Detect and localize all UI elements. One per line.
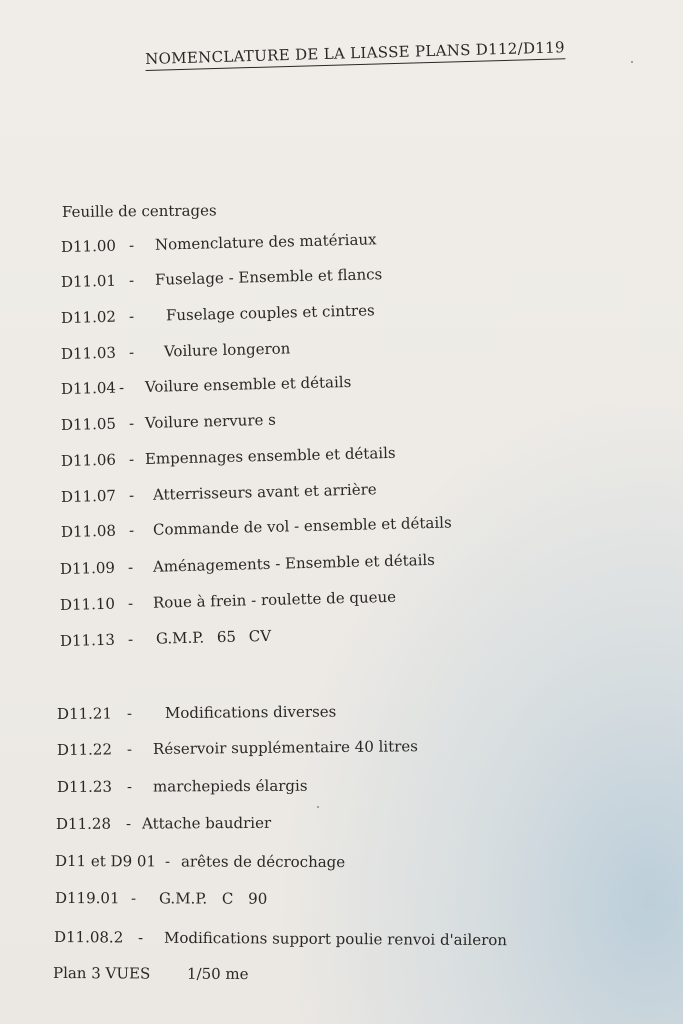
item-description: marchepieds élargis (152, 776, 308, 796)
item-separator: - (128, 450, 135, 469)
list-item (60, 551, 435, 578)
item-code: D11.10 (59, 594, 116, 614)
item-code: D11.08 (60, 521, 117, 541)
heading-text: Feuille de centrages (61, 201, 217, 221)
item-description: Fuselage - Ensemble et flancs (154, 265, 383, 289)
plan-scale-label: 1/50 me (186, 964, 249, 984)
list-item (54, 928, 507, 949)
item-separator: - (126, 740, 133, 759)
item-code: D11.28 (55, 814, 112, 833)
item-code: D11.03 (60, 343, 117, 363)
item-description: Voilure nervure s (144, 410, 277, 432)
item-description: arêtes de décrochage (180, 852, 346, 872)
item-code: D11.21 (56, 704, 113, 723)
item-code: D11.06 (60, 450, 117, 470)
section-heading (62, 201, 217, 221)
item-separator: - (128, 414, 135, 433)
item-code: D11.13 (59, 630, 116, 650)
list-item (60, 588, 397, 614)
item-description: Voilure longeron (163, 339, 291, 361)
list-item (61, 265, 383, 291)
item-description: Réservoir supplémentaire 40 litres (152, 737, 419, 758)
item-description: Voilure ensemble et détails (144, 372, 352, 396)
item-code: D11.05 (60, 414, 117, 434)
plan-footer (53, 964, 249, 983)
item-separator: - (137, 928, 144, 947)
item-code: D119.01 (54, 889, 120, 908)
item-description: Aménagements - Ensemble et détails (152, 550, 436, 576)
list-item (61, 411, 276, 434)
list-item (57, 703, 336, 723)
item-code: D11.00 (60, 236, 117, 256)
item-description: Nomenclature des matériaux (154, 230, 377, 254)
item-description: Attache baudrier (141, 813, 272, 833)
item-separator: - (126, 704, 133, 723)
item-separator: - (126, 777, 133, 796)
plan-views-label: Plan 3 VUES (52, 964, 151, 983)
item-code: D11.02 (60, 307, 117, 327)
item-separator: - (127, 558, 134, 577)
paper-speck (317, 806, 319, 808)
item-separator: - (128, 521, 135, 540)
item-separator: - (130, 889, 137, 908)
item-separator: - (128, 343, 135, 362)
item-separator: - (128, 307, 135, 326)
list-item (61, 480, 377, 506)
list-item (61, 301, 375, 327)
item-description: Commande de vol - ensemble et détails (152, 513, 452, 539)
item-description: Empennages ensemble et détails (144, 443, 396, 468)
list-item (61, 339, 291, 363)
item-separator: - (128, 271, 135, 290)
list-item (55, 852, 345, 871)
item-code: D11.04 (60, 378, 117, 398)
item-description: Modifications diverses (164, 702, 337, 723)
item-code: D11.08.2 (53, 928, 124, 947)
item-separator: - (128, 486, 135, 505)
list-item (61, 230, 377, 256)
item-code: D11.23 (56, 777, 113, 796)
item-description: G.M.P. C 90 (158, 889, 268, 908)
item-separator: - (118, 378, 125, 397)
item-code: D11 et D9 01 (54, 852, 157, 871)
item-code: D11.01 (60, 271, 117, 291)
item-code: D11.22 (56, 740, 113, 759)
item-description: Fuselage couples et cintres (165, 301, 375, 325)
list-item (61, 513, 452, 541)
list-item (61, 373, 352, 398)
item-separator: - (125, 814, 132, 833)
item-code: D11.09 (59, 558, 116, 578)
paper-speck (631, 61, 633, 63)
item-code: D11.07 (60, 486, 117, 506)
list-item (55, 889, 267, 908)
list-item (56, 814, 271, 833)
item-description: Modifications support poulie renvoi d'aileron (163, 928, 508, 950)
list-item (57, 777, 308, 796)
document-title: NOMENCLATURE DE LA LIASSE PLANS D112/D119 (145, 38, 565, 71)
item-separator: - (128, 236, 135, 255)
list-item (57, 737, 418, 759)
item-description: Roue à frein - roulette de queue (152, 587, 397, 612)
item-separator: - (127, 630, 134, 649)
item-separator: - (127, 594, 134, 613)
list-item (61, 444, 396, 470)
item-separator: - (164, 852, 171, 871)
list-item (60, 627, 271, 650)
item-description: G.M.P. 65 CV (155, 626, 272, 648)
item-description: Atterrisseurs avant et arrière (152, 480, 377, 504)
